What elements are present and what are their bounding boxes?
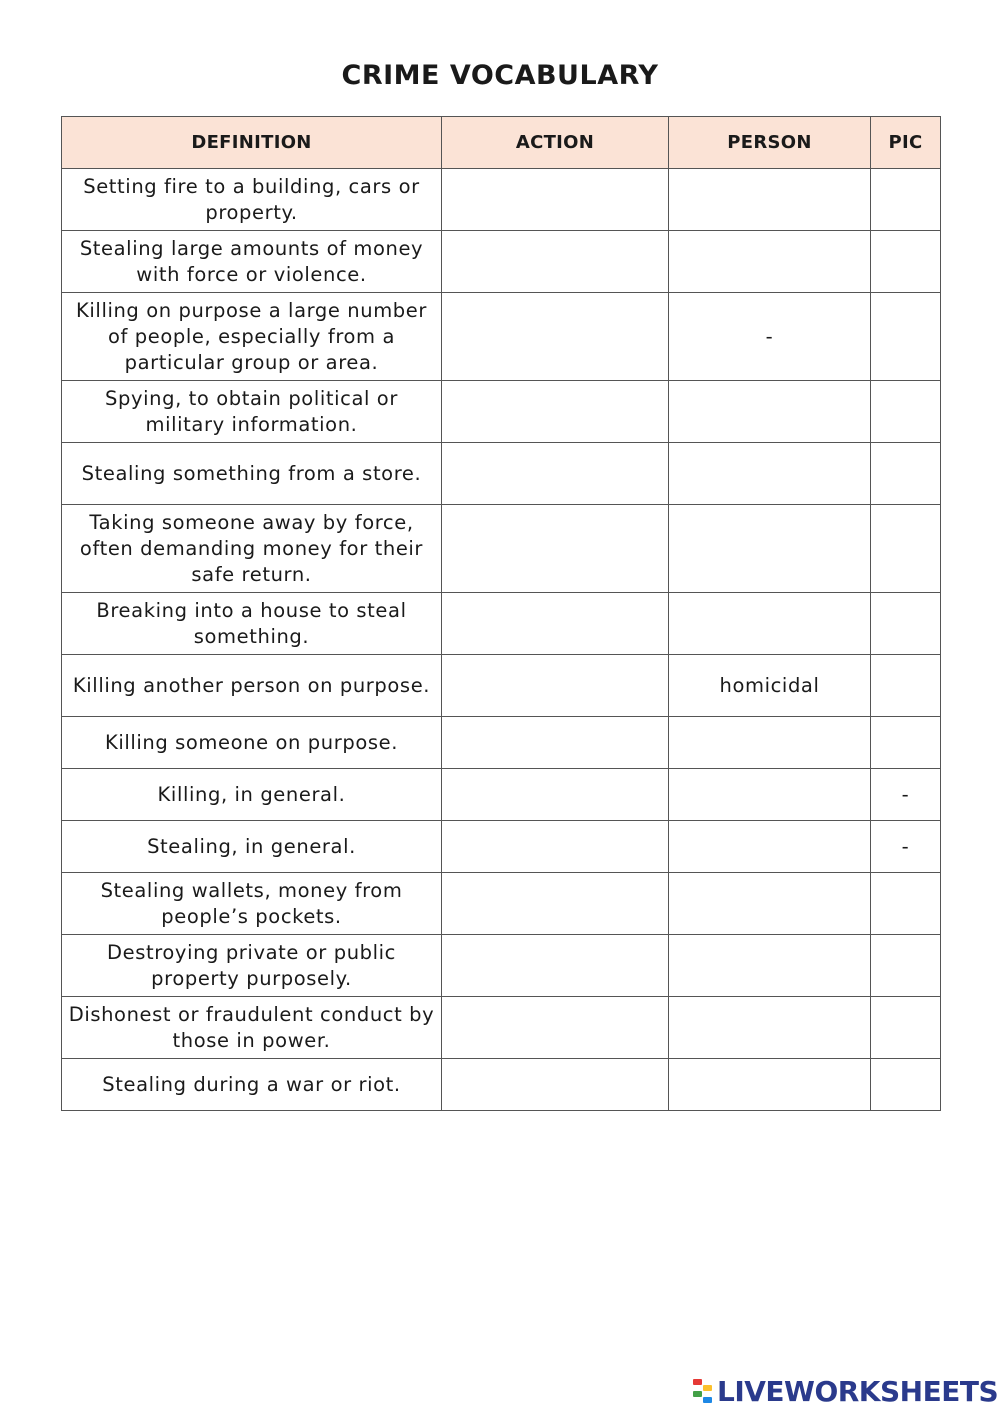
person-answer-field[interactable] xyxy=(669,821,871,873)
header-action: ACTION xyxy=(442,117,669,169)
person-answer-field[interactable] xyxy=(669,381,871,443)
pic-answer-field[interactable] xyxy=(871,717,941,769)
header-pic: PIC xyxy=(871,117,941,169)
table-row xyxy=(62,717,941,769)
definition-cell: Breaking into a house to steal something. xyxy=(62,593,442,655)
action-answer-field[interactable] xyxy=(442,997,669,1059)
header-definition: DEFINITION xyxy=(62,117,442,169)
table-row xyxy=(62,169,941,231)
person-answer-field[interactable] xyxy=(669,717,871,769)
action-answer-field[interactable] xyxy=(442,593,669,655)
person-answer-field[interactable] xyxy=(669,873,871,935)
action-answer-field[interactable] xyxy=(442,821,669,873)
person-cell: homicidal xyxy=(669,655,871,717)
definition-cell: Dishonest or fraudulent conduct by those in power. xyxy=(62,997,442,1059)
action-answer-field[interactable] xyxy=(442,381,669,443)
person-answer-field[interactable] xyxy=(669,1059,871,1111)
pic-answer-field[interactable] xyxy=(871,1059,941,1111)
definition-cell: Destroying private or public property purposely. xyxy=(62,935,442,997)
definition-cell: Setting fire to a building, cars or property. xyxy=(62,169,442,231)
person-answer-field[interactable] xyxy=(669,935,871,997)
action-answer-field[interactable] xyxy=(442,505,669,593)
pic-answer-field[interactable] xyxy=(871,505,941,593)
definition-cell: Killing another person on purpose. xyxy=(62,655,442,717)
definition-cell: Stealing something from a store. xyxy=(62,443,442,505)
header-person: PERSON xyxy=(669,117,871,169)
pic-answer-field[interactable] xyxy=(871,997,941,1059)
table-row xyxy=(62,821,941,873)
table-row xyxy=(62,655,941,717)
brand-text: LIVEWORKSHEETS xyxy=(717,1374,999,1408)
pic-answer-field[interactable] xyxy=(871,169,941,231)
pic-answer-field[interactable] xyxy=(871,443,941,505)
action-answer-field[interactable] xyxy=(442,443,669,505)
action-answer-field[interactable] xyxy=(442,873,669,935)
action-answer-field[interactable] xyxy=(442,717,669,769)
liveworksheets-brand xyxy=(693,1374,998,1408)
pic-answer-field[interactable] xyxy=(871,655,941,717)
pic-answer-field[interactable] xyxy=(871,231,941,293)
page-title: CRIME VOCABULARY xyxy=(341,60,659,91)
person-answer-field[interactable] xyxy=(669,505,871,593)
definition-cell: Stealing, in general. xyxy=(62,821,442,873)
person-cell: - xyxy=(669,293,871,381)
table-row xyxy=(62,873,941,935)
table-row xyxy=(62,505,941,593)
pic-answer-field[interactable] xyxy=(871,293,941,381)
pic-cell: - xyxy=(871,769,941,821)
person-answer-field[interactable] xyxy=(669,169,871,231)
pic-cell: - xyxy=(871,821,941,873)
person-answer-field[interactable] xyxy=(669,231,871,293)
table-row xyxy=(62,1059,941,1111)
pic-answer-field[interactable] xyxy=(871,935,941,997)
definition-cell: Stealing large amounts of money with force or violence. xyxy=(62,231,442,293)
table-row xyxy=(62,769,941,821)
table-row xyxy=(62,443,941,505)
definition-cell: Taking someone away by force, often demanding money for their safe return. xyxy=(62,505,442,593)
liveworksheets-logo-icon xyxy=(693,1377,713,1405)
definition-cell: Stealing wallets, money from people’s pockets. xyxy=(62,873,442,935)
table-row xyxy=(62,381,941,443)
action-answer-field[interactable] xyxy=(442,655,669,717)
definition-cell: Killing someone on purpose. xyxy=(62,717,442,769)
person-answer-field[interactable] xyxy=(669,443,871,505)
definition-cell: Killing on purpose a large number of people, especially from a particular group or area. xyxy=(62,293,442,381)
action-answer-field[interactable] xyxy=(442,169,669,231)
table-row xyxy=(62,293,941,381)
pic-answer-field[interactable] xyxy=(871,873,941,935)
person-answer-field[interactable] xyxy=(669,593,871,655)
action-answer-field[interactable] xyxy=(442,769,669,821)
action-answer-field[interactable] xyxy=(442,293,669,381)
table-row xyxy=(62,935,941,997)
table-row xyxy=(62,997,941,1059)
pic-answer-field[interactable] xyxy=(871,593,941,655)
table-header-row xyxy=(62,117,941,169)
definition-cell: Spying, to obtain political or military information. xyxy=(62,381,442,443)
definition-cell: Killing, in general. xyxy=(62,769,442,821)
action-answer-field[interactable] xyxy=(442,935,669,997)
table-row xyxy=(62,593,941,655)
person-answer-field[interactable] xyxy=(669,997,871,1059)
person-answer-field[interactable] xyxy=(669,769,871,821)
action-answer-field[interactable] xyxy=(442,1059,669,1111)
definition-cell: Stealing during a war or riot. xyxy=(62,1059,442,1111)
table-row xyxy=(62,231,941,293)
action-answer-field[interactable] xyxy=(442,231,669,293)
pic-answer-field[interactable] xyxy=(871,381,941,443)
vocabulary-table xyxy=(61,116,941,1111)
